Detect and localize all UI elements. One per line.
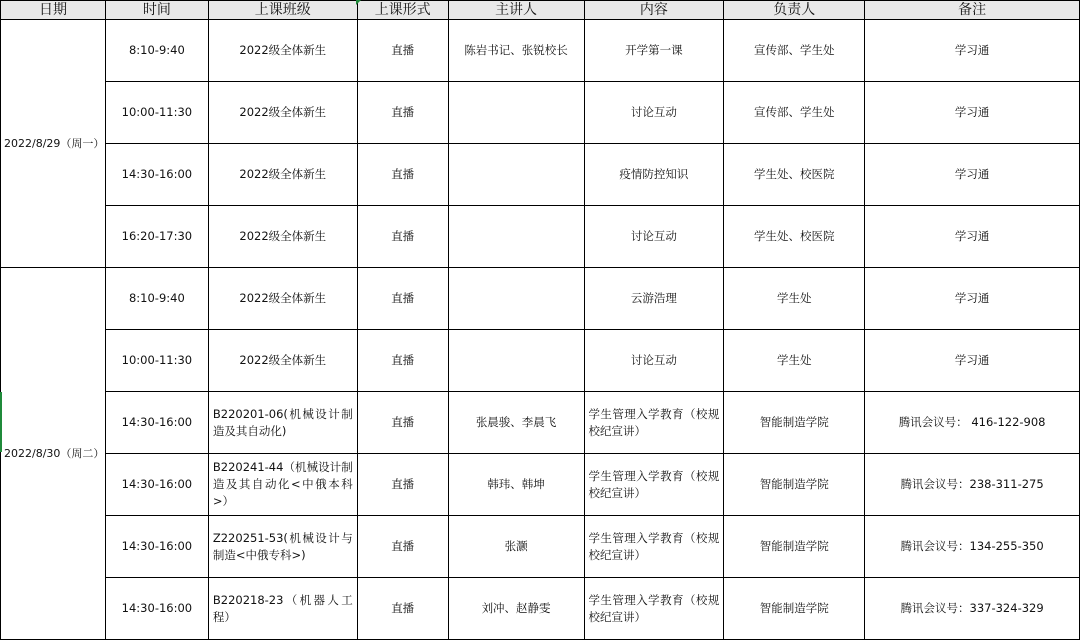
note-cell: 学习通 — [865, 144, 1080, 206]
content-cell: 讨论互动 — [584, 330, 724, 392]
note-cell: 腾讯会议号：134-255-350 — [865, 516, 1080, 578]
owner-cell: 智能制造学院 — [724, 516, 865, 578]
class-cell: 2022级全体新生 — [208, 268, 357, 330]
owner-cell: 学生处 — [724, 268, 865, 330]
table-row — [1, 392, 1080, 454]
selection-edge-marker — [0, 392, 2, 452]
cell-comment-marker — [356, 0, 361, 5]
content-cell: 讨论互动 — [584, 82, 724, 144]
form-cell: 直播 — [357, 330, 448, 392]
note-cell: 学习通 — [865, 82, 1080, 144]
speaker-cell — [448, 268, 584, 330]
table-row — [1, 516, 1080, 578]
table-row — [1, 144, 1080, 206]
form-cell: 直播 — [357, 268, 448, 330]
header-owner: 负责人 — [724, 1, 865, 20]
speaker-cell — [448, 206, 584, 268]
owner-cell: 学生处、校医院 — [724, 144, 865, 206]
header-note: 备注 — [865, 1, 1080, 20]
note-cell: 腾讯会议号： 416-122-908 — [865, 392, 1080, 454]
class-cell: 2022级全体新生 — [208, 330, 357, 392]
table-row — [1, 268, 1080, 330]
speaker-cell — [448, 144, 584, 206]
time-cell: 14:30-16:00 — [105, 392, 208, 454]
class-cell: 2022级全体新生 — [208, 82, 357, 144]
time-cell: 10:00-11:30 — [105, 330, 208, 392]
speaker-cell: 韩玮、韩坤 — [448, 454, 584, 516]
content-cell: 学生管理入学教育（校规校纪宣讲） — [584, 578, 724, 640]
time-cell: 10:00-11:30 — [105, 82, 208, 144]
note-cell: 学习通 — [865, 330, 1080, 392]
form-cell: 直播 — [357, 82, 448, 144]
class-cell: B220241-44（机械设计制造及其自动化<中俄本科>） — [208, 454, 357, 516]
header-row — [1, 1, 1080, 20]
time-cell: 14:30-16:00 — [105, 144, 208, 206]
content-cell: 云游浩理 — [584, 268, 724, 330]
date-cell: 2022/8/30（周二） — [1, 268, 106, 640]
form-cell: 直播 — [357, 454, 448, 516]
owner-cell: 学生处 — [724, 330, 865, 392]
class-cell: B220201-06(机械设计制造及其自动化) — [208, 392, 357, 454]
owner-cell: 学生处、校医院 — [724, 206, 865, 268]
form-cell: 直播 — [357, 144, 448, 206]
form-cell: 直播 — [357, 578, 448, 640]
table-row — [1, 82, 1080, 144]
table-row — [1, 330, 1080, 392]
content-cell: 学生管理入学教育（校规校纪宣讲） — [584, 454, 724, 516]
class-cell: B220218-23（机器人工程） — [208, 578, 357, 640]
time-cell: 16:20-17:30 — [105, 206, 208, 268]
content-cell: 学生管理入学教育（校规校纪宣讲） — [584, 516, 724, 578]
owner-cell: 宣传部、学生处 — [724, 82, 865, 144]
note-cell: 学习通 — [865, 206, 1080, 268]
header-time: 时间 — [105, 1, 208, 20]
speaker-cell — [448, 82, 584, 144]
owner-cell: 宣传部、学生处 — [724, 20, 865, 82]
speaker-cell: 刘冲、赵静雯 — [448, 578, 584, 640]
form-cell: 直播 — [357, 516, 448, 578]
speaker-cell: 张晨骏、李晨飞 — [448, 392, 584, 454]
owner-cell: 智能制造学院 — [724, 578, 865, 640]
header-date: 日期 — [1, 1, 106, 20]
note-cell: 学习通 — [865, 268, 1080, 330]
content-cell: 疫情防控知识 — [584, 144, 724, 206]
content-cell: 学生管理入学教育（校规校纪宣讲） — [584, 392, 724, 454]
time-cell: 14:30-16:00 — [105, 454, 208, 516]
header-form: 上课形式 — [357, 1, 448, 20]
table-row — [1, 20, 1080, 82]
content-cell: 开学第一课 — [584, 20, 724, 82]
date-cell: 2022/8/29（周一） — [1, 20, 106, 268]
note-cell: 腾讯会议号：238-311-275 — [865, 454, 1080, 516]
class-cell: 2022级全体新生 — [208, 20, 357, 82]
form-cell: 直播 — [357, 392, 448, 454]
content-cell: 讨论互动 — [584, 206, 724, 268]
time-cell: 8:10-9:40 — [105, 20, 208, 82]
note-cell: 腾讯会议号：337-324-329 — [865, 578, 1080, 640]
speaker-cell: 张灏 — [448, 516, 584, 578]
form-cell: 直播 — [357, 20, 448, 82]
time-cell: 14:30-16:00 — [105, 578, 208, 640]
table-row — [1, 454, 1080, 516]
time-cell: 8:10-9:40 — [105, 268, 208, 330]
header-speaker: 主讲人 — [448, 1, 584, 20]
form-cell: 直播 — [357, 206, 448, 268]
speaker-cell: 陈岩书记、张锐校长 — [448, 20, 584, 82]
owner-cell: 智能制造学院 — [724, 454, 865, 516]
time-cell: 14:30-16:00 — [105, 516, 208, 578]
class-cell: Z220251-53(机械设计与制造<中俄专科>) — [208, 516, 357, 578]
owner-cell: 智能制造学院 — [724, 392, 865, 454]
class-cell: 2022级全体新生 — [208, 206, 357, 268]
header-content: 内容 — [584, 1, 724, 20]
header-class: 上课班级 — [208, 1, 357, 20]
class-cell: 2022级全体新生 — [208, 144, 357, 206]
note-cell: 学习通 — [865, 20, 1080, 82]
speaker-cell — [448, 330, 584, 392]
table-row — [1, 206, 1080, 268]
table-row — [1, 578, 1080, 640]
